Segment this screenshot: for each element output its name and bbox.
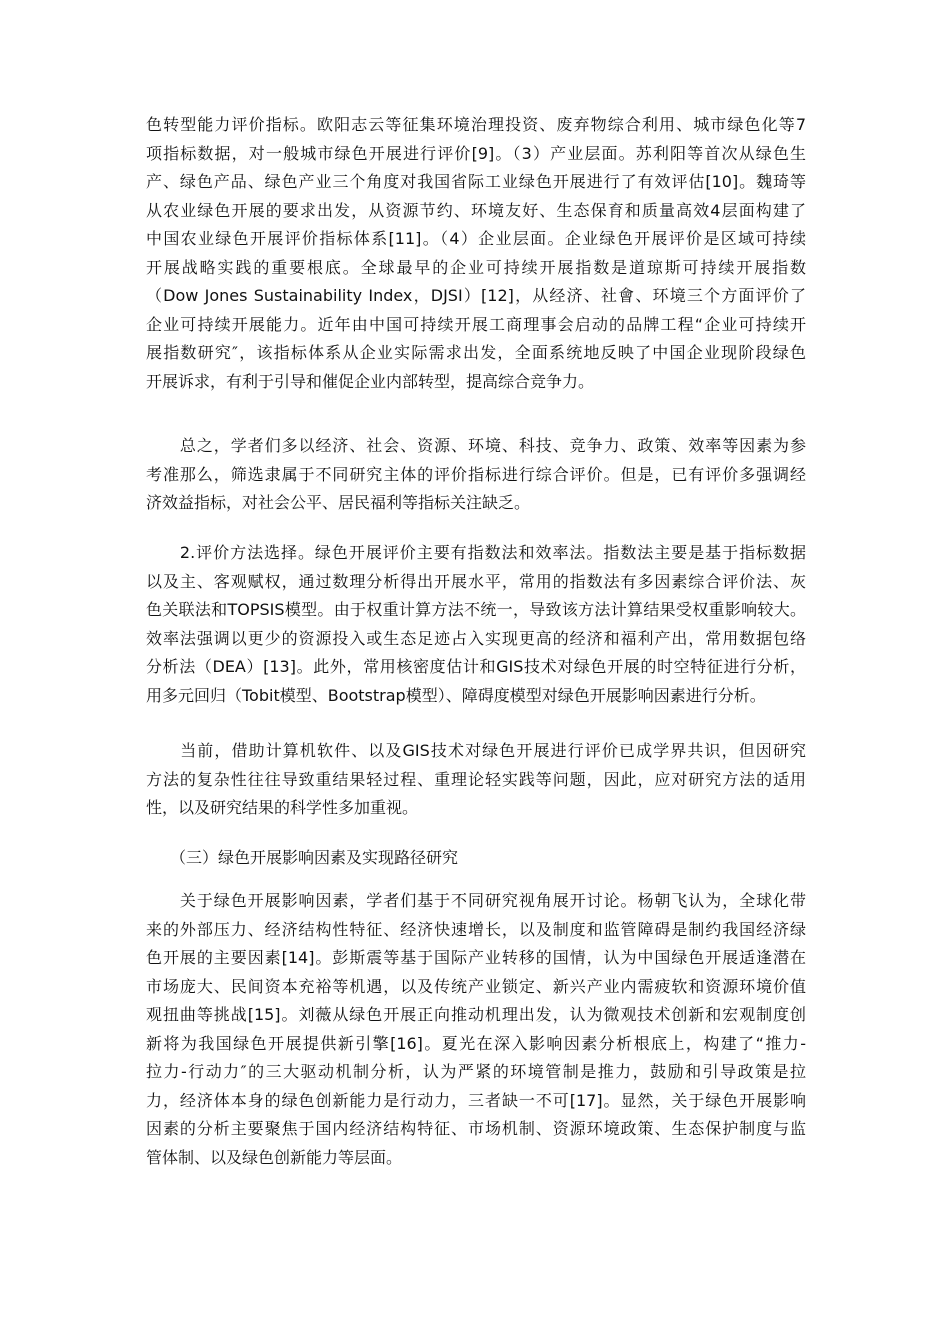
- text-line: 方法的复杂性往往导致重结果轻过程、重理论轻实践等问题，因此，应对研究方法的适用: [146, 769, 806, 789]
- paragraph-summary: [146, 432, 806, 518]
- text-line: 关于绿色开展影响因素，学者们基于不同研究视角展开讨论。杨朝飞认为，全球化带: [146, 891, 806, 910]
- text-line: 色转型能力评价指标。欧阳志云等征集环境治理投资、废弃物综合利用、城市绿色化等7: [146, 115, 806, 134]
- text-line: 2.评价方法选择。绿色开展评价主要有指数法和效率法。指数法主要是基于指标数据: [146, 543, 806, 562]
- text-line: 开展诉求，有利于引导和催促企业内部转型，提高综合竞争力。: [146, 371, 595, 391]
- text-line: 总之，学者们多以经济、社会、资源、环境、科技、竞争力、政策、效率等因素为参: [146, 436, 806, 455]
- paragraph-indicator-review: [146, 111, 806, 396]
- text-line: 新将为我国绿色开展提供新引擎[16]。夏光在深入影响因素分析根底上，构建了“推力-: [146, 1033, 806, 1053]
- text-line: 中国农业绿色开展评价指标体系[11]。（4）企业层面。企业绿色开展评价是区域可持续: [146, 229, 806, 248]
- text-line: 济效益指标，对社会公平、居民福利等指标关注缺乏。: [146, 493, 531, 512]
- text-line: 考准那么，筛选隶属于不同研究主体的评价指标进行综合评价。但是，已有评价多强调经: [146, 464, 806, 484]
- paragraph-influencing-factors: [146, 887, 806, 1172]
- paragraph-evaluation-methods: [146, 539, 806, 710]
- text-line: 展指数研究″，该指标体系从企业实际需求出发，全面系统地反映了中国企业现阶段绿色: [146, 343, 806, 362]
- text-line: 产、绿色产品、绿色产业三个角度对我国省际工业绿色开展进行了有效评估[10]。魏琦等: [146, 172, 806, 191]
- text-line: 当前，借助计算机软件、以及GIS技术对绿色开展进行评价已成学界共识，但因研究: [146, 741, 806, 760]
- text-line: 市场庞大、民间资本充裕等机遇，以及传统产业锁定、新兴产业内需疲软和资源环境价值: [146, 976, 806, 996]
- text-line: 效率法强调以更少的资源投入或生态足迹占入实现更高的经济和福利产出，常用数据包络: [146, 628, 806, 648]
- text-line: 用多元回归（Tobit模型、Bootstrap模型）、障碍度模型对绿色开展影响因素进行分析。: [146, 685, 766, 705]
- text-line: 性，以及研究结果的科学性多加重视。: [146, 798, 419, 817]
- text-line: 色关联法和TOPSIS模型。由于权重计算方法不统一，导致该方法计算结果受权重影响较大。: [146, 600, 806, 619]
- text-line: 管体制、以及绿色创新能力等层面。: [146, 1147, 403, 1167]
- text-line: 分析法（DEA）[13]。此外，常用核密度估计和GIS技术对绿色开展的时空特征进行分析，: [146, 657, 806, 676]
- section-heading: [146, 844, 806, 873]
- paragraph-current-consensus: [146, 737, 806, 823]
- text-line: 以及主、客观赋权，通过数理分析得出开展水平，常用的指数法有多因素综合评价法、灰: [146, 571, 806, 591]
- text-line: 因素的分析主要聚焦于国内经济结构特征、市场机制、资源环境政策、生态保护制度与监: [146, 1119, 806, 1138]
- text-line: （Dow Jones Sustainability Index，DJSI）[12]，从经济、社會、环境三个方面评价了: [146, 286, 806, 305]
- section-heading-text: （三）绿色开展影响因素及实现路径研究: [146, 848, 459, 867]
- text-line: 来的外部压力、经济结构性特征、经济快速增长，以及制度和监管障碍是制约我国经济绿: [146, 919, 806, 939]
- text-line: 开展战略实践的重要根底。全球最早的企业可持续开展指数是道琼斯可持续开展指数: [146, 257, 806, 277]
- text-line: 色开展的主要因素[14]。彭斯震等基于国际产业转移的国情，认为中国绿色开展适逢潜在: [146, 948, 806, 967]
- text-line: 拉力-行动力″的三大驱动机制分析，认为严紧的环境管制是推力，鼓励和引导政策是拉: [146, 1062, 806, 1081]
- text-line: 企业可持续开展能力。近年由中国可持续开展工商理事会启动的品牌工程“企业可持续开: [146, 314, 806, 334]
- text-line: 从农业绿色开展的要求出发，从资源节约、环境友好、生态保育和质量高效4层面构建了: [146, 200, 806, 220]
- text-line: 力，经济体本身的绿色创新能力是行动力，三者缺一不可[17]。显然，关于绿色开展影响: [146, 1090, 806, 1110]
- text-line: 观扭曲等挑战[15]。刘薇从绿色开展正向推动机理出发，认为微观技术创新和宏观制度创: [146, 1005, 806, 1024]
- text-line: 项指标数据，对一般城市绿色开展进行评价[9]。（3）产业层面。苏利阳等首次从绿色生: [146, 143, 806, 163]
